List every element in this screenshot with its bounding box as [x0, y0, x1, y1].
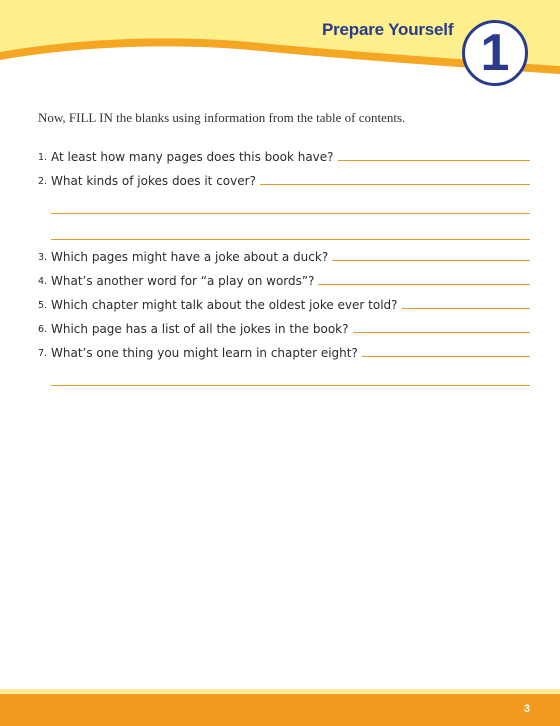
question-text: What’s another word for “a play on words”?: [51, 274, 315, 288]
question-number: 3.: [38, 252, 48, 263]
question-7: [38, 336, 530, 360]
instruction-text: Now, FILL IN the blanks using information from the table of contents.: [38, 110, 406, 125]
question-number: 6.: [38, 324, 48, 335]
section-number-badge: [462, 20, 528, 86]
section-title: Prepare Yourself: [322, 20, 454, 39]
question-5: [38, 288, 530, 312]
question-text: Which pages might have a joke about a duck?: [51, 250, 329, 264]
answer-blank-1[interactable]: [338, 160, 530, 161]
question-2: [38, 164, 530, 188]
answer-blank-7[interactable]: [362, 356, 530, 357]
question-number: 7.: [38, 348, 48, 359]
answer-blank-2[interactable]: [260, 184, 530, 185]
question-list: [38, 140, 530, 386]
question-6: [38, 312, 530, 336]
question-text: What kinds of jokes does it cover?: [51, 174, 256, 188]
answer-blank-7-line-2[interactable]: [51, 360, 530, 386]
question-text: At least how many pages does this book have?: [51, 150, 334, 164]
answer-blank-2-line-2[interactable]: [51, 188, 530, 214]
section-number: 1: [480, 24, 510, 82]
page-footer: [0, 694, 560, 726]
question-number: 1.: [38, 152, 48, 163]
answer-blank-4[interactable]: [318, 284, 530, 285]
question-4: [38, 264, 530, 288]
answer-blank-6[interactable]: [353, 332, 531, 333]
question-text: Which page has a list of all the jokes in the book?: [51, 322, 349, 336]
answer-blank-3[interactable]: [332, 260, 530, 261]
page-number: 3: [523, 703, 530, 715]
question-3: [38, 240, 530, 264]
question-number: 4.: [38, 276, 48, 287]
question-text: What’s one thing you might learn in chapter eight?: [51, 346, 358, 360]
question-number: 2.: [38, 176, 48, 187]
page-header: [0, 0, 560, 110]
answer-blank-5[interactable]: [402, 308, 530, 309]
question-1: [38, 140, 530, 164]
answer-blank-2-line-3[interactable]: [51, 214, 530, 240]
question-text: Which chapter might talk about the oldest joke ever told?: [51, 298, 398, 312]
question-number: 5.: [38, 300, 48, 311]
